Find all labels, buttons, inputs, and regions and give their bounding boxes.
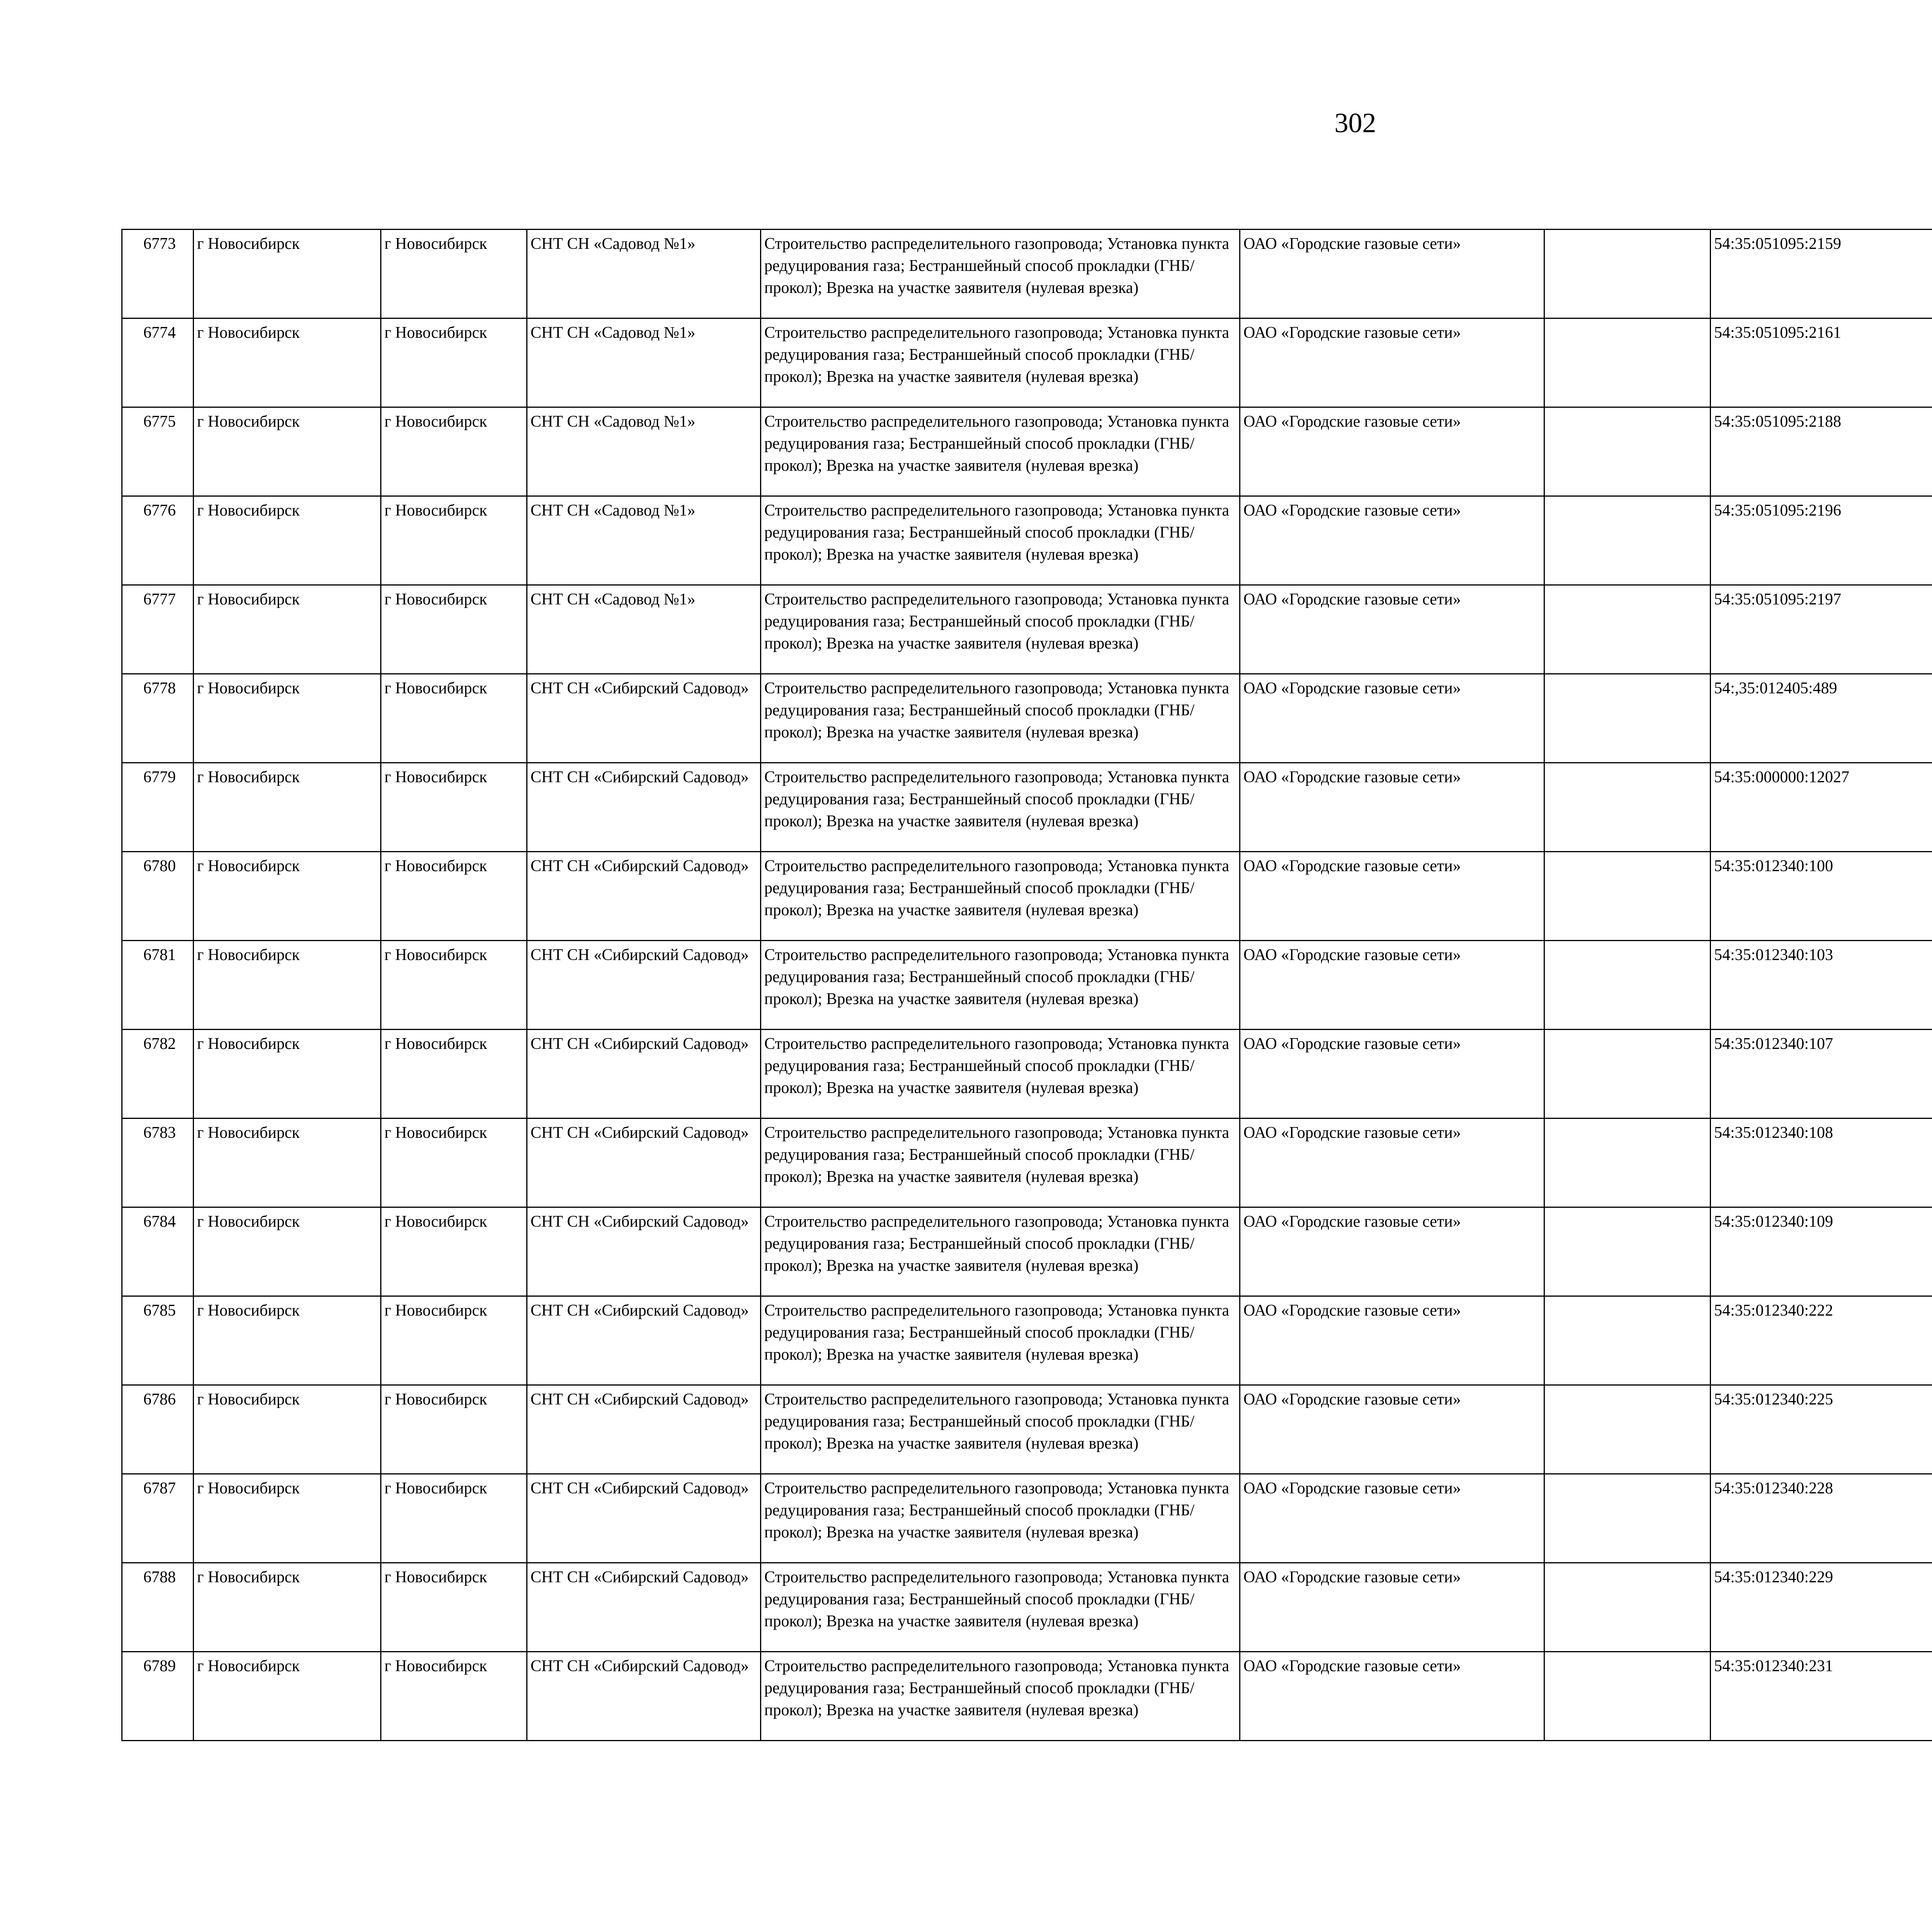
table-row xyxy=(122,496,1932,585)
row-number-cell: 6785 xyxy=(122,1296,194,1385)
row-number-cell: 6780 xyxy=(122,852,194,941)
row-number-cell: 6776 xyxy=(122,496,194,585)
settlement-cell: г Новосибирск xyxy=(381,1296,527,1385)
organization-cell: ОАО «Городские газовые сети» xyxy=(1240,1474,1544,1563)
works-description-cell: Строительство распределительного газопровода; Установка пункта редуцирования газа; Бестраншейный способ прокладки (ГНБ/прокол); Врезка на участке заявителя (нулевая врезка) xyxy=(761,1385,1240,1474)
object-name-cell: СНТ СН «Сибирский Садовод» xyxy=(527,763,761,852)
organization-cell: ОАО «Городские газовые сети» xyxy=(1240,1652,1544,1741)
organization-cell: ОАО «Городские газовые сети» xyxy=(1240,318,1544,407)
object-name-cell: СНТ СН «Сибирский Садовод» xyxy=(527,1652,761,1741)
settlement-cell: г Новосибирск xyxy=(381,1563,527,1652)
table-row xyxy=(122,1296,1932,1385)
object-name-cell: СНТ СН «Сибирский Садовод» xyxy=(527,1474,761,1563)
row-number-cell: 6775 xyxy=(122,407,194,496)
cadastral-number-cell: 54:35:012340:231 xyxy=(1711,1652,1932,1741)
table-row xyxy=(122,1474,1932,1563)
works-description-cell: Строительство распределительного газопровода; Установка пункта редуцирования газа; Бестраншейный способ прокладки (ГНБ/прокол); Врезка на участке заявителя (нулевая врезка) xyxy=(761,496,1240,585)
row-number-cell: 6778 xyxy=(122,674,194,763)
organization-cell: ОАО «Городские газовые сети» xyxy=(1240,407,1544,496)
cadastral-number-cell: 54:35:012340:108 xyxy=(1711,1119,1932,1207)
works-description-cell: Строительство распределительного газопровода; Установка пункта редуцирования газа; Бестраншейный способ прокладки (ГНБ/прокол); Врезка на участке заявителя (нулевая врезка) xyxy=(761,1652,1240,1741)
settlement-cell: г Новосибирск xyxy=(381,1207,527,1296)
row-number-cell: 6789 xyxy=(122,1652,194,1741)
table-row xyxy=(122,230,1932,318)
works-description-cell: Строительство распределительного газопровода; Установка пункта редуцирования газа; Бестраншейный способ прокладки (ГНБ/прокол); Врезка на участке заявителя (нулевая врезка) xyxy=(761,852,1240,941)
organization-cell: ОАО «Городские газовые сети» xyxy=(1240,1563,1544,1652)
empty-cell xyxy=(1544,1385,1711,1474)
organization-cell: ОАО «Городские газовые сети» xyxy=(1240,496,1544,585)
row-number-cell: 6773 xyxy=(122,230,194,318)
organization-cell: ОАО «Городские газовые сети» xyxy=(1240,1296,1544,1385)
object-name-cell: СНТ СН «Сибирский Садовод» xyxy=(527,1385,761,1474)
row-number-cell: 6777 xyxy=(122,585,194,674)
district-cell: г Новосибирск xyxy=(194,318,381,407)
district-cell: г Новосибирск xyxy=(194,1474,381,1563)
cadastral-number-cell: 54:35:012340:222 xyxy=(1711,1296,1932,1385)
object-name-cell: СНТ СН «Сибирский Садовод» xyxy=(527,1207,761,1296)
organization-cell: ОАО «Городские газовые сети» xyxy=(1240,1385,1544,1474)
settlement-cell: г Новосибирск xyxy=(381,852,527,941)
object-name-cell: СНТ СН «Сибирский Садовод» xyxy=(527,1296,761,1385)
object-name-cell: СНТ СН «Садовод №1» xyxy=(527,496,761,585)
table-row xyxy=(122,1207,1932,1296)
object-name-cell: СНТ СН «Сибирский Садовод» xyxy=(527,1563,761,1652)
table-row xyxy=(122,1385,1932,1474)
settlement-cell: г Новосибирск xyxy=(381,407,527,496)
cadastral-number-cell: 54:35:000000:12027 xyxy=(1711,763,1932,852)
settlement-cell: г Новосибирск xyxy=(381,230,527,318)
table-row xyxy=(122,1119,1932,1207)
object-name-cell: СНТ СН «Садовод №1» xyxy=(527,407,761,496)
works-description-cell: Строительство распределительного газопровода; Установка пункта редуцирования газа; Бестраншейный способ прокладки (ГНБ/прокол); Врезка на участке заявителя (нулевая врезка) xyxy=(761,1474,1240,1563)
works-description-cell: Строительство распределительного газопровода; Установка пункта редуцирования газа; Бестраншейный способ прокладки (ГНБ/прокол); Врезка на участке заявителя (нулевая врезка) xyxy=(761,1030,1240,1119)
organization-cell: ОАО «Городские газовые сети» xyxy=(1240,763,1544,852)
organization-cell: ОАО «Городские газовые сети» xyxy=(1240,1207,1544,1296)
district-cell: г Новосибирск xyxy=(194,407,381,496)
table-row xyxy=(122,941,1932,1030)
organization-cell: ОАО «Городские газовые сети» xyxy=(1240,852,1544,941)
page-number: 302 xyxy=(1334,107,1376,138)
organization-cell: ОАО «Городские газовые сети» xyxy=(1240,585,1544,674)
row-number-cell: 6779 xyxy=(122,763,194,852)
settlement-cell: г Новосибирск xyxy=(381,496,527,585)
cadastral-number-cell: 54:35:051095:2197 xyxy=(1711,585,1932,674)
settlement-cell: г Новосибирск xyxy=(381,763,527,852)
empty-cell xyxy=(1544,1119,1711,1207)
settlement-cell: г Новосибирск xyxy=(381,941,527,1030)
cadastral-number-cell: 54:35:012340:109 xyxy=(1711,1207,1932,1296)
empty-cell xyxy=(1544,1474,1711,1563)
empty-cell xyxy=(1544,318,1711,407)
cadastral-number-cell: 54:35:012340:229 xyxy=(1711,1563,1932,1652)
organization-cell: ОАО «Городские газовые сети» xyxy=(1240,1030,1544,1119)
registry-table-body xyxy=(122,230,1932,1741)
object-name-cell: СНТ СН «Садовод №1» xyxy=(527,585,761,674)
empty-cell xyxy=(1544,407,1711,496)
empty-cell xyxy=(1544,674,1711,763)
object-name-cell: СНТ СН «Садовод №1» xyxy=(527,318,761,407)
works-description-cell: Строительство распределительного газопровода; Установка пункта редуцирования газа; Бестраншейный способ прокладки (ГНБ/прокол); Врезка на участке заявителя (нулевая врезка) xyxy=(761,407,1240,496)
object-name-cell: СНТ СН «Сибирский Садовод» xyxy=(527,941,761,1030)
works-description-cell: Строительство распределительного газопровода; Установка пункта редуцирования газа; Бестраншейный способ прокладки (ГНБ/прокол); Врезка на участке заявителя (нулевая врезка) xyxy=(761,763,1240,852)
settlement-cell: г Новосибирск xyxy=(381,318,527,407)
table-row xyxy=(122,1030,1932,1119)
district-cell: г Новосибирск xyxy=(194,941,381,1030)
table-row xyxy=(122,407,1932,496)
table-row xyxy=(122,318,1932,407)
row-number-cell: 6774 xyxy=(122,318,194,407)
cadastral-number-cell: 54:35:012340:100 xyxy=(1711,852,1932,941)
cadastral-number-cell: 54:35:012340:107 xyxy=(1711,1030,1932,1119)
settlement-cell: г Новосибирск xyxy=(381,1474,527,1563)
organization-cell: ОАО «Городские газовые сети» xyxy=(1240,230,1544,318)
cadastral-number-cell: 54:35:012340:103 xyxy=(1711,941,1932,1030)
settlement-cell: г Новосибирск xyxy=(381,585,527,674)
settlement-cell: г Новосибирск xyxy=(381,1119,527,1207)
district-cell: г Новосибирск xyxy=(194,496,381,585)
cadastral-number-cell: 54:35:051095:2161 xyxy=(1711,318,1932,407)
works-description-cell: Строительство распределительного газопровода; Установка пункта редуцирования газа; Бестраншейный способ прокладки (ГНБ/прокол); Врезка на участке заявителя (нулевая врезка) xyxy=(761,318,1240,407)
district-cell: г Новосибирск xyxy=(194,1385,381,1474)
table-row xyxy=(122,852,1932,941)
works-description-cell: Строительство распределительного газопровода; Установка пункта редуцирования газа; Бестраншейный способ прокладки (ГНБ/прокол); Врезка на участке заявителя (нулевая врезка) xyxy=(761,1207,1240,1296)
row-number-cell: 6783 xyxy=(122,1119,194,1207)
settlement-cell: г Новосибирск xyxy=(381,674,527,763)
object-name-cell: СНТ СН «Сибирский Садовод» xyxy=(527,852,761,941)
organization-cell: ОАО «Городские газовые сети» xyxy=(1240,1119,1544,1207)
object-name-cell: СНТ СН «Садовод №1» xyxy=(527,230,761,318)
row-number-cell: 6781 xyxy=(122,941,194,1030)
district-cell: г Новосибирск xyxy=(194,1030,381,1119)
district-cell: г Новосибирск xyxy=(194,230,381,318)
table-row xyxy=(122,585,1932,674)
object-name-cell: СНТ СН «Сибирский Садовод» xyxy=(527,1119,761,1207)
empty-cell xyxy=(1544,941,1711,1030)
district-cell: г Новосибирск xyxy=(194,1119,381,1207)
table-row xyxy=(122,1652,1932,1741)
object-name-cell: СНТ СН «Сибирский Садовод» xyxy=(527,674,761,763)
empty-cell xyxy=(1544,585,1711,674)
empty-cell xyxy=(1544,1030,1711,1119)
registry-table xyxy=(121,229,1932,1741)
district-cell: г Новосибирск xyxy=(194,763,381,852)
table-row xyxy=(122,674,1932,763)
cadastral-number-cell: 54:35:051095:2196 xyxy=(1711,496,1932,585)
works-description-cell: Строительство распределительного газопровода; Установка пункта редуцирования газа; Бестраншейный способ прокладки (ГНБ/прокол); Врезка на участке заявителя (нулевая врезка) xyxy=(761,941,1240,1030)
works-description-cell: Строительство распределительного газопровода; Установка пункта редуцирования газа; Бестраншейный способ прокладки (ГНБ/прокол); Врезка на участке заявителя (нулевая врезка) xyxy=(761,585,1240,674)
works-description-cell: Строительство распределительного газопровода; Установка пункта редуцирования газа; Бестраншейный способ прокладки (ГНБ/прокол); Врезка на участке заявителя (нулевая врезка) xyxy=(761,674,1240,763)
settlement-cell: г Новосибирск xyxy=(381,1030,527,1119)
row-number-cell: 6786 xyxy=(122,1385,194,1474)
organization-cell: ОАО «Городские газовые сети» xyxy=(1240,674,1544,763)
empty-cell xyxy=(1544,852,1711,941)
district-cell: г Новосибирск xyxy=(194,1207,381,1296)
cadastral-number-cell: 54:35:012340:228 xyxy=(1711,1474,1932,1563)
works-description-cell: Строительство распределительного газопровода; Установка пункта редуцирования газа; Бестраншейный способ прокладки (ГНБ/прокол); Врезка на участке заявителя (нулевая врезка) xyxy=(761,1119,1240,1207)
settlement-cell: г Новосибирск xyxy=(381,1652,527,1741)
cadastral-number-cell: 54:35:051095:2159 xyxy=(1711,230,1932,318)
table-row xyxy=(122,763,1932,852)
settlement-cell: г Новосибирск xyxy=(381,1385,527,1474)
cadastral-number-cell: 54:35:051095:2188 xyxy=(1711,407,1932,496)
works-description-cell: Строительство распределительного газопровода; Установка пункта редуцирования газа; Бестраншейный способ прокладки (ГНБ/прокол); Врезка на участке заявителя (нулевая врезка) xyxy=(761,230,1240,318)
district-cell: г Новосибирск xyxy=(194,585,381,674)
cadastral-number-cell: 54:35:012340:225 xyxy=(1711,1385,1932,1474)
empty-cell xyxy=(1544,763,1711,852)
row-number-cell: 6787 xyxy=(122,1474,194,1563)
empty-cell xyxy=(1544,230,1711,318)
empty-cell xyxy=(1544,1207,1711,1296)
empty-cell xyxy=(1544,1563,1711,1652)
district-cell: г Новосибирск xyxy=(194,674,381,763)
cadastral-number-cell: 54:,35:012405:489 xyxy=(1711,674,1932,763)
district-cell: г Новосибирск xyxy=(194,1296,381,1385)
district-cell: г Новосибирск xyxy=(194,1563,381,1652)
district-cell: г Новосибирск xyxy=(194,1652,381,1741)
table-row xyxy=(122,1563,1932,1652)
empty-cell xyxy=(1544,496,1711,585)
object-name-cell: СНТ СН «Сибирский Садовод» xyxy=(527,1030,761,1119)
organization-cell: ОАО «Городские газовые сети» xyxy=(1240,941,1544,1030)
empty-cell xyxy=(1544,1652,1711,1741)
works-description-cell: Строительство распределительного газопровода; Установка пункта редуцирования газа; Бестраншейный способ прокладки (ГНБ/прокол); Врезка на участке заявителя (нулевая врезка) xyxy=(761,1296,1240,1385)
row-number-cell: 6782 xyxy=(122,1030,194,1119)
district-cell: г Новосибирск xyxy=(194,852,381,941)
works-description-cell: Строительство распределительного газопровода; Установка пункта редуцирования газа; Бестраншейный способ прокладки (ГНБ/прокол); Врезка на участке заявителя (нулевая врезка) xyxy=(761,1563,1240,1652)
row-number-cell: 6788 xyxy=(122,1563,194,1652)
row-number-cell: 6784 xyxy=(122,1207,194,1296)
empty-cell xyxy=(1544,1296,1711,1385)
